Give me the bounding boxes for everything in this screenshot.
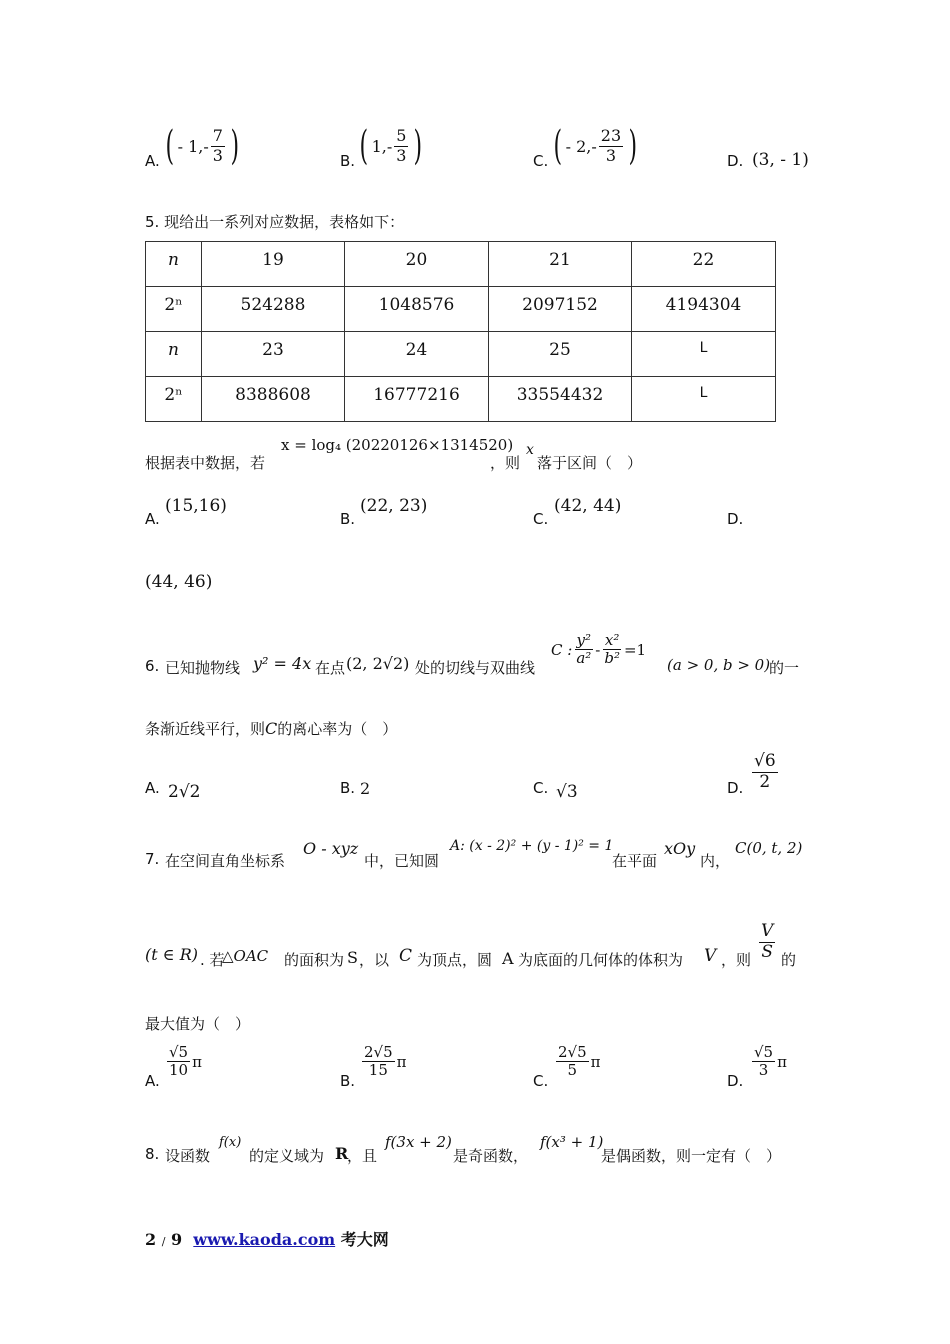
q4-option-c-label: C. bbox=[533, 152, 549, 170]
page-total: 9 bbox=[171, 1230, 183, 1249]
q7-stem: 7. 在空间直角坐标系 O - xyz 中，已知圆 A: (x - 2)² + (y - 1)² = 1 在平面 xOy 内， C(0, t, 2) bbox=[145, 838, 803, 870]
table-cell: 524288 bbox=[202, 287, 345, 332]
table-cell: 20 bbox=[345, 242, 489, 287]
table-cell: 21 bbox=[489, 242, 632, 287]
q4-options bbox=[0, 120, 950, 190]
table-cell: 2ⁿ bbox=[146, 287, 202, 332]
q6-options: A. 2√2 B. 2 C. √3 D. $\frac{√6}{2}$ bbox=[0, 752, 950, 808]
site-link[interactable]: www.kaoda.com bbox=[193, 1230, 336, 1249]
table-cell: 19 bbox=[202, 242, 345, 287]
table-cell: n bbox=[146, 332, 202, 377]
q7-option-a: $\frac{√5}{10}$ π bbox=[169, 1043, 202, 1080]
q7-line2: (t ∈ R) . 若 △OAC 的面积为 S ，以 C 为顶点，圆 A 为底面的几何体的体积为 V ，则 $\frac{V}{S}$ 的 bbox=[145, 921, 797, 969]
circle-equation: A: (x - 2)² + (y - 1)² = 1 bbox=[450, 838, 614, 854]
table-cell: 25 bbox=[489, 332, 632, 377]
q5-option-d: (44, 46) bbox=[145, 572, 213, 592]
table-cell: 33554432 bbox=[489, 377, 632, 422]
q4-option-a-label: A. bbox=[145, 152, 160, 170]
table-cell: n bbox=[146, 242, 202, 287]
q4-option-b-label: B. bbox=[340, 152, 356, 170]
page-number: 2 bbox=[145, 1230, 157, 1249]
table-row bbox=[146, 287, 776, 332]
q6-option-c: √3 bbox=[556, 782, 578, 802]
q6-option-d: $\frac{√6}{2}$ bbox=[754, 751, 776, 792]
v-over-s: $\frac{V}{S}$ bbox=[761, 921, 774, 962]
q7-options: A. $\frac{√5}{10}$ π B. $\frac{2√5}{15}$ π C. $\frac{2√5}{5}$ π D. $\frac{√5}{3}$ π bbox=[145, 1043, 787, 1090]
q6-line2: 条渐近线平行，则C的离心率为（ ） bbox=[145, 719, 398, 738]
q5-question-line: 根据表中数据，若 x = log₄ (20220126×1314520) ，则 x 落于区间（ ） bbox=[145, 436, 643, 472]
q7-line3: 最大值为（ ） bbox=[145, 1015, 251, 1033]
table-cell: 8388608 bbox=[202, 377, 345, 422]
q5-options: A. (15,16) B. (22, 23) C. (42, 44) D. bbox=[145, 496, 744, 528]
q7-option-b: $\frac{2√5}{15}$ π bbox=[364, 1043, 407, 1080]
q7-option-d: $\frac{√5}{3}$ π bbox=[754, 1043, 787, 1080]
table-cell: 2ⁿ bbox=[146, 377, 202, 422]
q4-option-b: ( 1,- $\frac{5}{3}$ ) bbox=[359, 123, 423, 169]
q5-option-c: (42, 44) bbox=[554, 496, 622, 516]
table-cell: 23 bbox=[202, 332, 345, 377]
table-row bbox=[146, 377, 776, 422]
q5-stem: 5. 现给出一系列对应数据，表格如下： bbox=[145, 213, 405, 231]
q4-option-c: ( - 2,- $\frac{23}{3}$ ) bbox=[553, 123, 638, 169]
log-formula: x = log₄ (20220126×1314520) bbox=[281, 436, 514, 454]
table-cell: 1048576 bbox=[345, 287, 489, 332]
site-name: 考大网 bbox=[340, 1230, 389, 1249]
table-row bbox=[146, 332, 776, 377]
q5-option-b: (22, 23) bbox=[360, 496, 428, 516]
hyperbola-equation: C : $\frac{\text{y²}}{\text{a²}}$ - $\frac{\text{x²}}{\text{b²}}$ =1 bbox=[551, 631, 647, 668]
page-footer: 2 / 9 www.kaoda.com 考大网 bbox=[145, 1230, 389, 1249]
table-cell: 24 bbox=[345, 332, 489, 377]
data-table bbox=[145, 241, 776, 422]
table-cell: L bbox=[632, 332, 776, 377]
q6-option-b: 2 bbox=[360, 779, 371, 798]
q6-stem: 6. 已知抛物线 y² = 4x 在点 (2, 2√2) 处的切线与双曲线 C : $\frac{\text{y²}}{\text{a²}}$ - $\frac{\text{x²}}{\text{b²}}$ =1 (a > 0, b > 0) 的一 bbox=[145, 631, 800, 677]
table-cell: 4194304 bbox=[632, 287, 776, 332]
table-row bbox=[146, 242, 776, 287]
table-cell: 16777216 bbox=[345, 377, 489, 422]
q4-option-a: ( - 1,- $\frac{7}{3}$ ) bbox=[165, 123, 240, 169]
q4-option-d-label: D. bbox=[727, 152, 744, 170]
q4-option-d: (3, - 1) bbox=[752, 150, 809, 170]
q7-option-c: $\frac{2√5}{5}$ π bbox=[558, 1043, 601, 1080]
table-cell: L bbox=[632, 377, 776, 422]
q6-option-a: 2√2 bbox=[168, 782, 201, 802]
q8-stem: 8. 设函数 f(x) 的定义域为 R ，且 f(3x + 2) 是奇函数， f(x³ + 1) 是偶函数，则一定有（ ） bbox=[145, 1133, 782, 1165]
table-cell: 22 bbox=[632, 242, 776, 287]
q5-option-a: (15,16) bbox=[165, 496, 227, 516]
table-cell: 2097152 bbox=[489, 287, 632, 332]
